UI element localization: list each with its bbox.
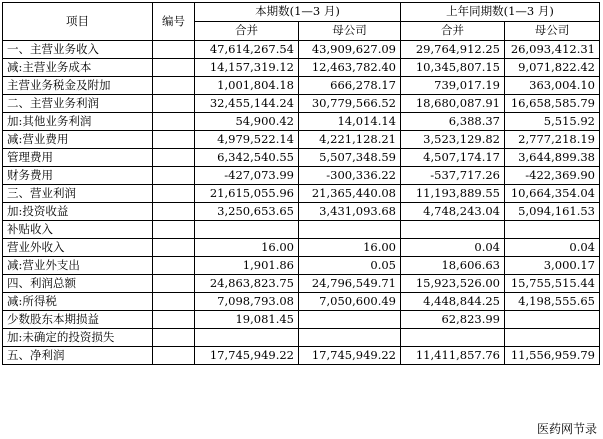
current-parent: 14,014.14 bbox=[299, 113, 401, 131]
row-code bbox=[153, 221, 195, 239]
row-label: 五、净利润 bbox=[3, 347, 153, 365]
table-row bbox=[3, 41, 600, 59]
current-consolidated: 24,863,823.75 bbox=[195, 275, 299, 293]
prior-parent bbox=[505, 311, 600, 329]
row-label: 加:未确定的投资损失 bbox=[3, 329, 153, 347]
table-row bbox=[3, 167, 600, 185]
row-label: 财务费用 bbox=[3, 167, 153, 185]
table-row bbox=[3, 257, 600, 275]
current-consolidated: 47,614,267.54 bbox=[195, 41, 299, 59]
table-row bbox=[3, 329, 600, 347]
current-parent: -300,336.22 bbox=[299, 167, 401, 185]
prior-consolidated: -537,717.26 bbox=[401, 167, 505, 185]
row-code bbox=[153, 41, 195, 59]
row-code bbox=[153, 77, 195, 95]
header-prior-parent: 母公司 bbox=[505, 22, 600, 41]
current-consolidated: 16.00 bbox=[195, 239, 299, 257]
current-parent bbox=[299, 329, 401, 347]
row-label: 减:所得税 bbox=[3, 293, 153, 311]
prior-consolidated: 18,606.63 bbox=[401, 257, 505, 275]
table-row bbox=[3, 311, 600, 329]
current-consolidated bbox=[195, 221, 299, 239]
current-consolidated: 19,081.45 bbox=[195, 311, 299, 329]
prior-parent: 5,515.92 bbox=[505, 113, 600, 131]
current-consolidated: 54,900.42 bbox=[195, 113, 299, 131]
row-label: 减:营业外支出 bbox=[3, 257, 153, 275]
prior-parent: 0.04 bbox=[505, 239, 600, 257]
current-consolidated bbox=[195, 329, 299, 347]
prior-consolidated: 0.04 bbox=[401, 239, 505, 257]
prior-parent: 16,658,585.79 bbox=[505, 95, 600, 113]
current-parent bbox=[299, 311, 401, 329]
prior-parent: 3,000.17 bbox=[505, 257, 600, 275]
row-code bbox=[153, 257, 195, 275]
source-note: 医药网节录 bbox=[536, 422, 597, 436]
table-row bbox=[3, 113, 600, 131]
prior-consolidated: 15,923,526.00 bbox=[401, 275, 505, 293]
prior-consolidated: 29,764,912.25 bbox=[401, 41, 505, 59]
row-label: 加:投资收益 bbox=[3, 203, 153, 221]
prior-consolidated: 6,388.37 bbox=[401, 113, 505, 131]
row-code bbox=[153, 293, 195, 311]
current-consolidated: 1,001,804.18 bbox=[195, 77, 299, 95]
header-item: 项目 bbox=[3, 3, 153, 41]
current-parent: 5,507,348.59 bbox=[299, 149, 401, 167]
prior-parent: 5,094,161.53 bbox=[505, 203, 600, 221]
current-consolidated: 4,979,522.14 bbox=[195, 131, 299, 149]
row-code bbox=[153, 275, 195, 293]
current-consolidated: 1,901.86 bbox=[195, 257, 299, 275]
header-row-1 bbox=[3, 3, 600, 22]
current-consolidated: 7,098,793.08 bbox=[195, 293, 299, 311]
row-label: 减:营业费用 bbox=[3, 131, 153, 149]
current-parent: 7,050,600.49 bbox=[299, 293, 401, 311]
current-parent: 12,463,782.40 bbox=[299, 59, 401, 77]
table-row bbox=[3, 221, 600, 239]
table-row bbox=[3, 347, 600, 365]
table-row bbox=[3, 185, 600, 203]
income-statement-table bbox=[2, 2, 600, 365]
prior-parent: 3,644,899.38 bbox=[505, 149, 600, 167]
row-label: 补贴收入 bbox=[3, 221, 153, 239]
header-current-parent: 母公司 bbox=[299, 22, 401, 41]
row-label: 少数股东本期损益 bbox=[3, 311, 153, 329]
current-parent: 30,779,566.52 bbox=[299, 95, 401, 113]
current-parent bbox=[299, 221, 401, 239]
row-label: 营业外收入 bbox=[3, 239, 153, 257]
current-parent: 16.00 bbox=[299, 239, 401, 257]
prior-consolidated: 11,411,857.76 bbox=[401, 347, 505, 365]
current-parent: 21,365,440.08 bbox=[299, 185, 401, 203]
row-code bbox=[153, 203, 195, 221]
current-parent: 0.05 bbox=[299, 257, 401, 275]
row-label: 二、主营业务利润 bbox=[3, 95, 153, 113]
current-parent: 666,278.17 bbox=[299, 77, 401, 95]
header-prior-period: 上年同期数(1—3 月) bbox=[401, 3, 600, 22]
row-label: 主营业务税金及附加 bbox=[3, 77, 153, 95]
row-code bbox=[153, 185, 195, 203]
prior-consolidated: 10,345,807.15 bbox=[401, 59, 505, 77]
current-consolidated: 21,615,055.96 bbox=[195, 185, 299, 203]
prior-consolidated: 4,448,844.25 bbox=[401, 293, 505, 311]
row-label: 减:主营业务成本 bbox=[3, 59, 153, 77]
table-row bbox=[3, 77, 600, 95]
prior-parent bbox=[505, 329, 600, 347]
row-code bbox=[153, 311, 195, 329]
table-row bbox=[3, 275, 600, 293]
table-row bbox=[3, 293, 600, 311]
prior-parent: 2,777,218.19 bbox=[505, 131, 600, 149]
current-parent: 24,796,549.71 bbox=[299, 275, 401, 293]
header-code: 编号 bbox=[153, 3, 195, 41]
row-code bbox=[153, 239, 195, 257]
prior-parent: -422,369.90 bbox=[505, 167, 600, 185]
table-row bbox=[3, 131, 600, 149]
prior-parent: 10,664,354.04 bbox=[505, 185, 600, 203]
prior-parent: 15,755,515.44 bbox=[505, 275, 600, 293]
row-label: 四、利润总额 bbox=[3, 275, 153, 293]
row-code bbox=[153, 329, 195, 347]
table-row bbox=[3, 59, 600, 77]
header-current-period: 本期数(1—3 月) bbox=[195, 3, 401, 22]
table-row bbox=[3, 203, 600, 221]
current-consolidated: 14,157,319.12 bbox=[195, 59, 299, 77]
row-code bbox=[153, 131, 195, 149]
prior-consolidated: 739,017.19 bbox=[401, 77, 505, 95]
prior-consolidated: 62,823.99 bbox=[401, 311, 505, 329]
prior-consolidated: 4,507,174.17 bbox=[401, 149, 505, 167]
prior-consolidated: 11,193,889.55 bbox=[401, 185, 505, 203]
prior-consolidated bbox=[401, 329, 505, 347]
header-prior-consolidated: 合并 bbox=[401, 22, 505, 41]
table-row bbox=[3, 95, 600, 113]
current-parent: 4,221,128.21 bbox=[299, 131, 401, 149]
current-parent: 17,745,949.22 bbox=[299, 347, 401, 365]
prior-consolidated: 4,748,243.04 bbox=[401, 203, 505, 221]
current-consolidated: 17,745,949.22 bbox=[195, 347, 299, 365]
prior-parent: 9,071,822.42 bbox=[505, 59, 600, 77]
row-code bbox=[153, 149, 195, 167]
row-code bbox=[153, 59, 195, 77]
prior-consolidated: 18,680,087.91 bbox=[401, 95, 505, 113]
row-label: 一、主营业务收入 bbox=[3, 41, 153, 59]
row-code bbox=[153, 95, 195, 113]
table-row bbox=[3, 239, 600, 257]
prior-consolidated bbox=[401, 221, 505, 239]
row-label: 管理费用 bbox=[3, 149, 153, 167]
current-parent: 3,431,093.68 bbox=[299, 203, 401, 221]
row-label: 加:其他业务利润 bbox=[3, 113, 153, 131]
prior-parent: 11,556,959.79 bbox=[505, 347, 600, 365]
prior-parent: 4,198,555.65 bbox=[505, 293, 600, 311]
table-row bbox=[3, 149, 600, 167]
row-code bbox=[153, 113, 195, 131]
row-code bbox=[153, 167, 195, 185]
header-current-consolidated: 合并 bbox=[195, 22, 299, 41]
current-consolidated: -427,073.99 bbox=[195, 167, 299, 185]
current-consolidated: 6,342,540.55 bbox=[195, 149, 299, 167]
current-parent: 43,909,627.09 bbox=[299, 41, 401, 59]
row-label: 三、营业利润 bbox=[3, 185, 153, 203]
prior-parent: 26,093,412.31 bbox=[505, 41, 600, 59]
current-consolidated: 3,250,653.65 bbox=[195, 203, 299, 221]
prior-parent: 363,004.10 bbox=[505, 77, 600, 95]
current-consolidated: 32,455,144.24 bbox=[195, 95, 299, 113]
row-code bbox=[153, 347, 195, 365]
prior-parent bbox=[505, 221, 600, 239]
prior-consolidated: 3,523,129.82 bbox=[401, 131, 505, 149]
